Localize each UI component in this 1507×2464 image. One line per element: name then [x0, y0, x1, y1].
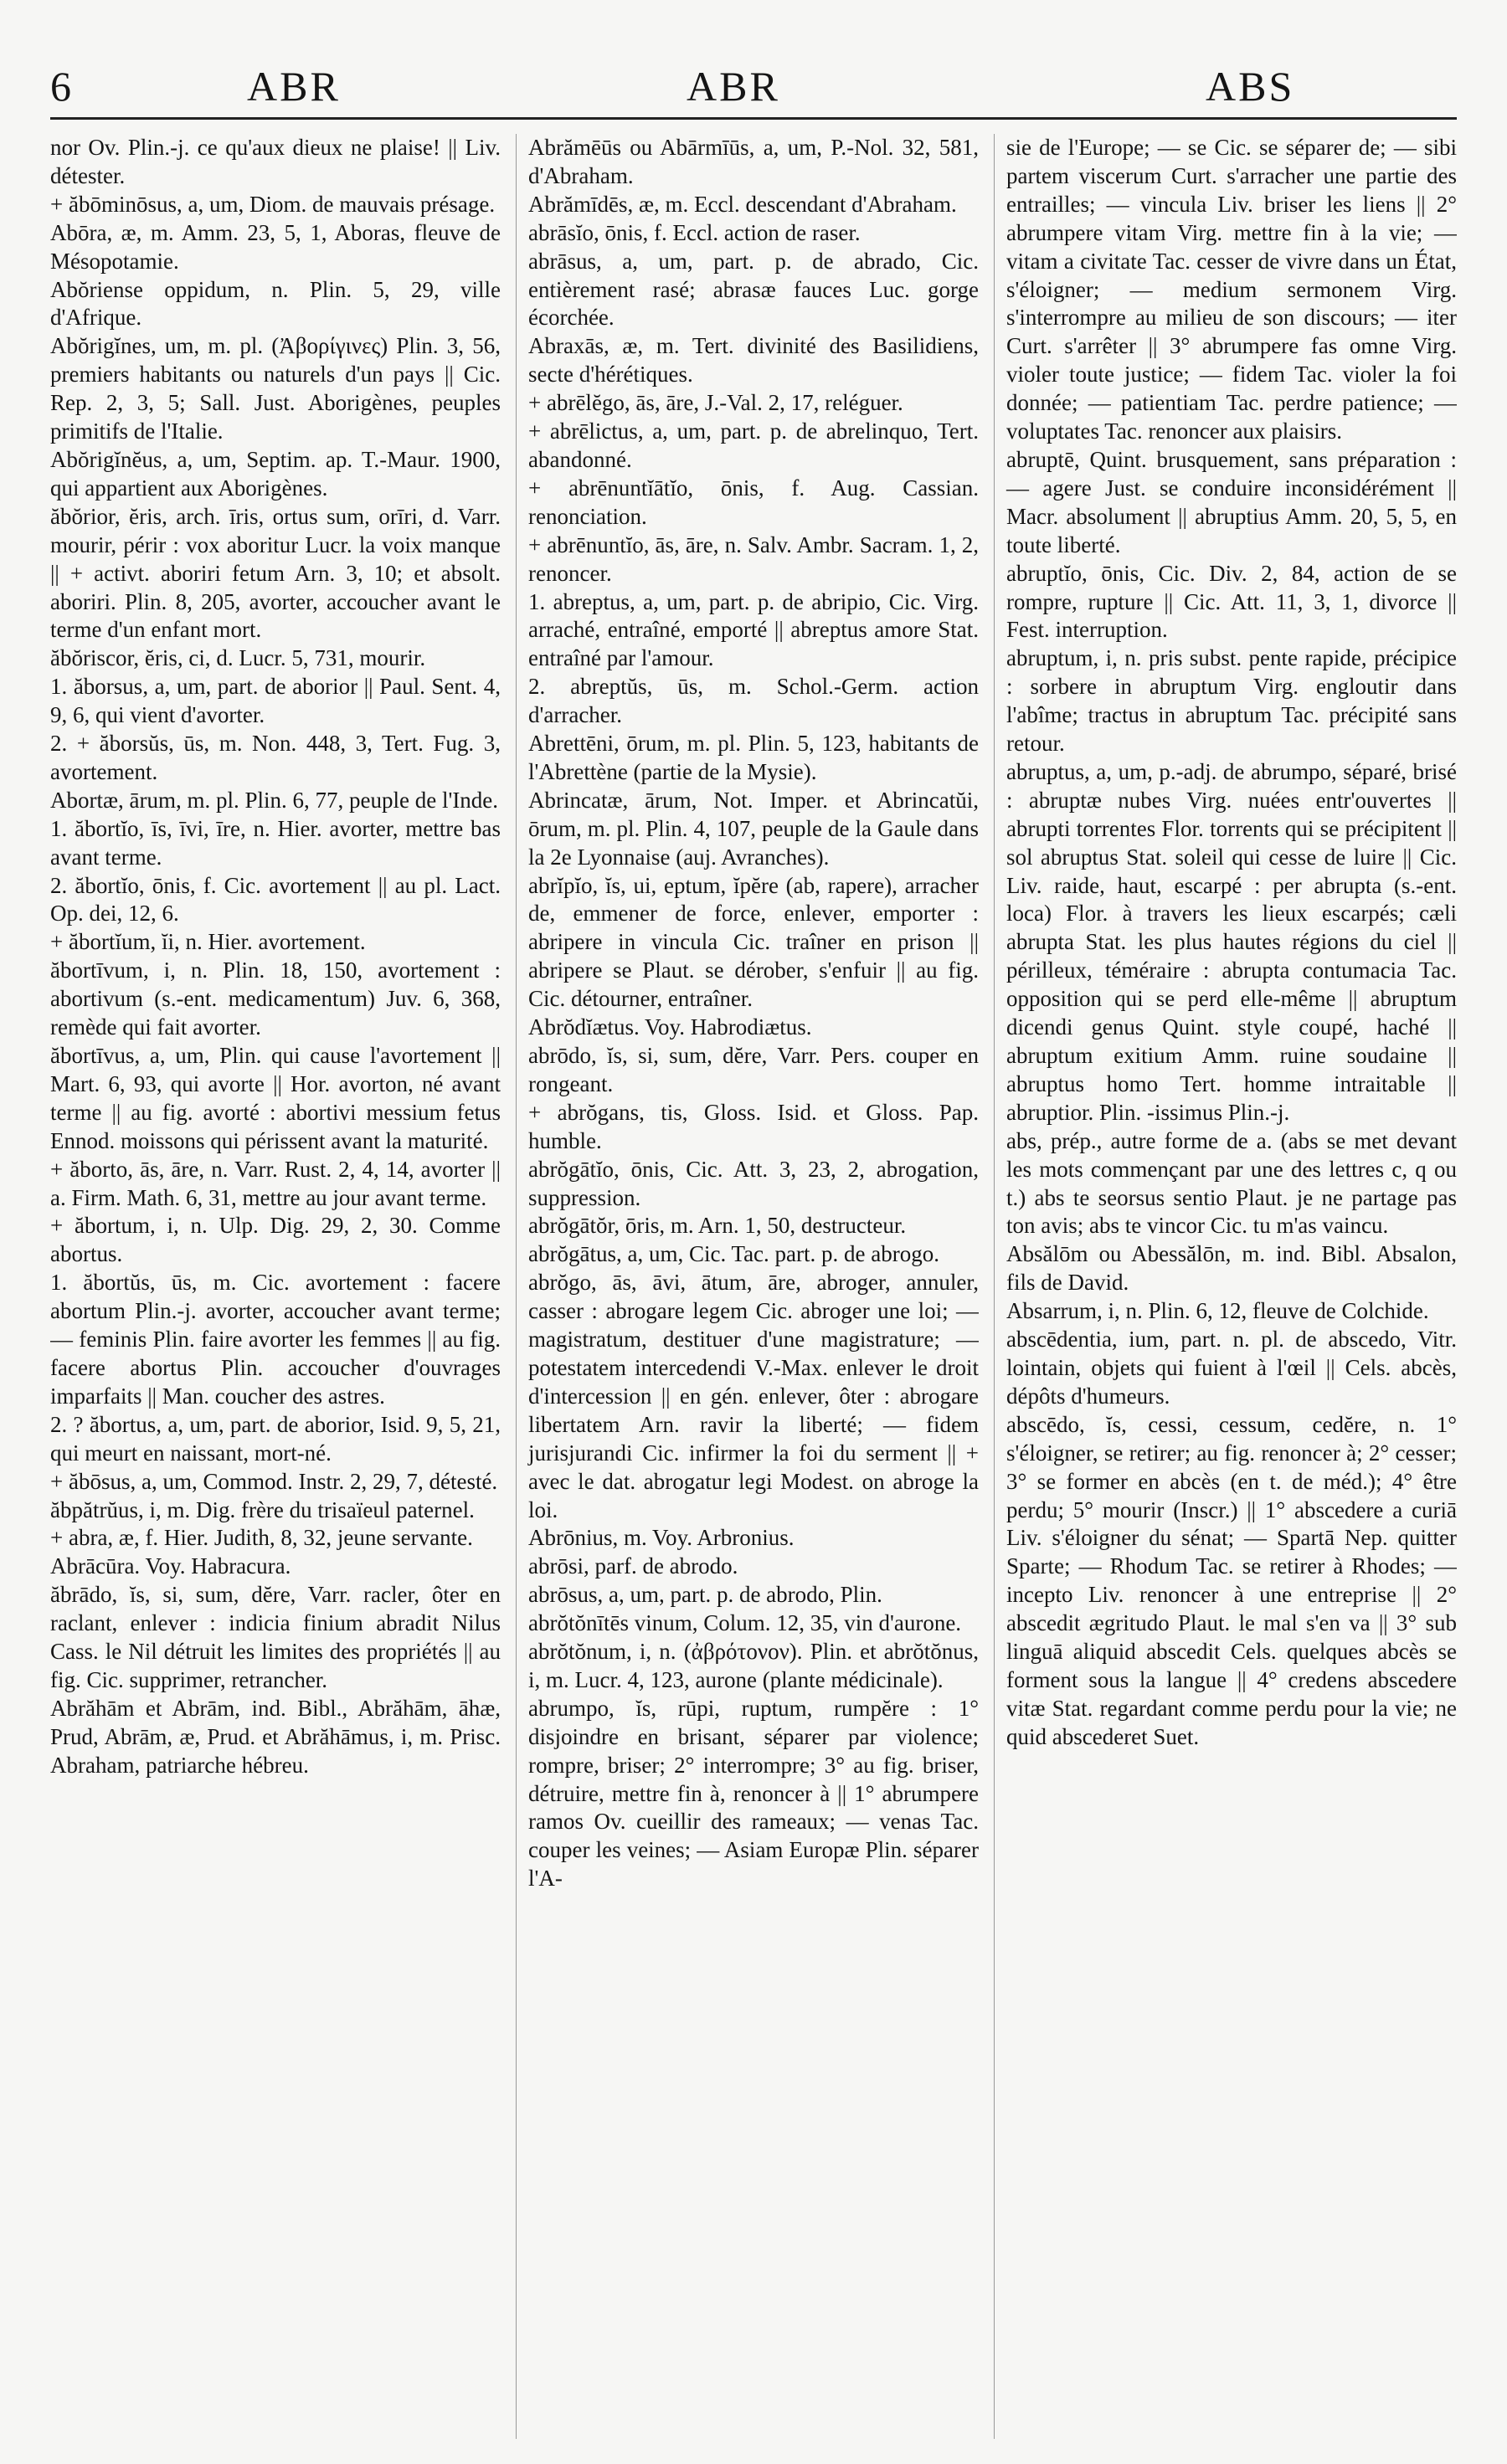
dictionary-entry: + abrŏgans, tis, Gloss. Isid. et Gloss. Pap. humble. — [528, 1099, 979, 1153]
dictionary-entry: Abŏrigĭnĕus, a, um, Septim. ap. T.-Maur. 1900, qui appartient aux Aborigènes. — [50, 446, 501, 501]
dictionary-entry: + abrēnuntĭātĭo, ōnis, f. Aug. Cassian. renonciation. — [528, 475, 979, 529]
running-head-right: ABS — [1206, 63, 1295, 110]
dictionary-entry: Abŏrigĭnes, um, m. pl. (Ἀβορίγινες) Plin. 3, 56, premiers habitants ou naturels d'un pays || Cic. Rep. 2, 3, 5; Sall. Just. Aborigènes, peuples primitifs de l'Italie. — [50, 333, 501, 444]
dictionary-entry: Absarrum, i, n. Plin. 6, 12, fleuve de Colchide. — [1006, 1298, 1429, 1324]
dictionary-entry: abrŏgātĭo, ōnis, Cic. Att. 3, 23, 2, abrogation, suppression. — [528, 1156, 979, 1210]
dictionary-entry: Abraxās, æ, m. Tert. divinité des Basilidiens, secte d'hérétiques. — [528, 333, 979, 388]
dictionary-entry: Abŏriense oppidum, n. Plin. 5, 29, ville d'Afrique. — [50, 276, 501, 331]
dictionary-entry: abrŏtŏnītēs vinum, Colum. 12, 35, vin d'aurone. — [528, 1610, 962, 1636]
dictionary-entry: abrōsi, parf. de abrodo. — [528, 1553, 738, 1579]
dictionary-entry: Abrŏdĭætus. Voy. Habrodiætus. — [528, 1014, 812, 1040]
dictionary-entry: Abrācūra. Voy. Habracura. — [50, 1553, 291, 1579]
header-rule — [50, 117, 1457, 120]
column-3 — [994, 134, 1457, 2439]
dictionary-entry: abruptĭo, ōnis, Cic. Div. 2, 84, action de se rompre, rupture || Cic. Att. 11, 3, 1, divorce || Fest. interruption. — [1006, 560, 1457, 643]
dictionary-entry: 2. + ăborsŭs, ūs, m. Non. 448, 3, Tert. Fug. 3, avortement. — [50, 731, 501, 784]
dictionary-entry: 2. ăbortĭo, ōnis, f. Cic. avortement || au pl. Lact. Op. dei, 12, 6. — [50, 872, 501, 927]
dictionary-entry: 1. abreptus, a, um, part. p. de abripio, Cic. Virg. arraché, entraîné, emporté || abreptus amore Stat. entraîné par l'amour. — [528, 588, 979, 671]
dictionary-entry: abrŏgo, ās, āvi, ātum, āre, abroger, annuler, casser : abrogare legem Cic. abroger une loi; — magistratum, destituer d'une magistrature; — potestatem intercedendi V.-Max. enlever le droit d'intercession || en gén. enlever, ôter : abrogare libertatem Arn. ravir la liberté; — fidem jurisjurandi Cic. infirmer la foi du serment || + avec le dat. abrogatur legi Modest. on abroge la loi. — [528, 1270, 979, 1522]
dictionary-entry: sie de l'Europe; — se Cic. se séparer de; — sibi partem viscerum Curt. s'arracher une partie des entrailles; — vincula Liv. briser les liens || 2° abrumpere vitam Virg. mettre fin à la vie; — vitam a civitate Tac. cesser de vivre dans un État, s'éloigner; — medium sermonem Virg. s'interrompre au milieu de son discours; — iter Curt. s'arrêter || 3° abrumpere fas omne Virg. violer toute justice; — fidem Tac. violer la foi donnée; — patientiam Tac. perdre patience; — voluptates Tac. renoncer aux plaisirs. — [1006, 135, 1457, 444]
dictionary-entry: abrŏgātus, a, um, Cic. Tac. part. p. de abrogo. — [528, 1241, 939, 1267]
dictionary-entry: ăbrādo, ĭs, si, sum, dĕre, Varr. racler, ôter en raclant, enlever : indicia finium abradit Nilus Cass. le Nil détruit les limites des propriétés || au fig. Cic. supprimer, retrancher. — [50, 1582, 501, 1692]
dictionary-entry: abs, prép., autre forme de a. (abs se met devant les mots commençant par une des lettres c, q ou t.) abs te seorsus sentio Plaut. je ne partage pas ton avis; abs te vincor Cic. tu m'as vaincu. — [1006, 1127, 1457, 1239]
dictionary-entry: 1. ăbortĭo, īs, īvi, īre, n. Hier. avorter, mettre bas avant terme. — [50, 815, 501, 870]
dictionary-entry: ăbŏrior, ĕris, arch. īris, ortus sum, orīri, d. Varr. mourir, périr : vox aboritur Lucr. la voix manque || + activt. aboriri fetum Arn. 3, 10; et absolt. aboriri. Plin. 8, 205, avorter, accoucher avant le terme d'un enfant mort. — [50, 503, 501, 643]
dictionary-entry: ăbortīvus, a, um, Plin. qui cause l'avortement || Mart. 6, 93, qui avorte || Hor. avorton, né avant terme || au fig. avorté : abortivi messium fetus Ennod. moissons qui périssent avant la maturité. — [50, 1043, 501, 1153]
dictionary-entry: Abrămēūs ou Abārmīūs, a, um, P.-Nol. 32, 581, d'Abraham. — [528, 135, 979, 188]
column-1 — [50, 134, 501, 2439]
dictionary-entry: 1. ăbortŭs, ūs, m. Cic. avortement : facere abortum Plin.-j. avorter, accoucher avant terme; — feminis Plin. faire avorter les femmes || au fig. facere abortus Plin. accoucher d'ouvrages imparfaits || Man. coucher des astres. — [50, 1270, 501, 1409]
columns — [50, 134, 1457, 2439]
dictionary-entry: Abrămīdēs, æ, m. Eccl. descendant d'Abraham. — [528, 191, 957, 217]
dictionary-entry: Abrăhām et Abrām, ind. Bibl., Abrăhām, āhæ, Prud, Abrām, æ, Prud. et Abrăhāmus, i, m. Prisc. Abraham, patriarche hébreu. — [50, 1695, 501, 1778]
dictionary-entry: abscēdentia, ium, part. n. pl. de abscedo, Vitr. lointain, objets qui fuient à l'œil || Cels. abcès, dépôts d'humeurs. — [1006, 1327, 1457, 1409]
dictionary-entry: abrōdo, ĭs, si, sum, dĕre, Varr. Pers. couper en rongeant. — [528, 1043, 979, 1096]
dictionary-entry: Abortæ, ārum, m. pl. Plin. 6, 77, peuple de l'Inde. — [50, 787, 499, 813]
running-head-left: ABR — [247, 63, 341, 110]
dictionary-entry: abrōsus, a, um, part. p. de abrodo, Plin. — [528, 1582, 882, 1608]
running-head-middle: ABR — [687, 63, 780, 110]
dictionary-entry: 1. ăborsus, a, um, part. de aborior || Paul. Sent. 4, 9, 6, qui vient d'avorter. — [50, 674, 501, 728]
dictionary-entry: abruptē, Quint. brusquement, sans préparation : — agere Just. se conduire inconsidérément || Macr. absolument || abruptius Amm. 20, 5, 5, en toute liberté. — [1006, 446, 1457, 557]
dictionary-entry: abrĭpĭo, ĭs, ui, eptum, ĭpĕre (ab, rapere), arracher de, emmener de force, enlever, emporter : abripere in vincula Cic. traîner en prison || abripere se Plaut. se dérober, s'enfuir || au fig. Cic. détourner, entraîner. — [528, 872, 979, 1012]
dictionary-entry: + abrēlĕgo, ās, āre, J.-Val. 2, 17, reléguer. — [528, 390, 903, 416]
dictionary-entry: 2. ? ăbortus, a, um, part. de aborior, Isid. 9, 5, 21, qui meurt en naissant, mort-né. — [50, 1411, 501, 1466]
dictionary-entry: nor Ov. Plin.-j. ce qu'aux dieux ne plaise! || Liv. détester. — [50, 135, 501, 188]
dictionary-entry: Abrincatæ, ārum, Not. Imper. et Abrincatŭi, ōrum, m. pl. Plin. 4, 107, peuple de la Gaule dans la 2e Lyonnaise (auj. Avranches). — [528, 787, 979, 870]
dictionary-entry: ăbpătrŭus, i, m. Dig. frère du trisaïeul paternel. — [50, 1496, 475, 1522]
dictionary-entry: + ăborto, ās, āre, n. Varr. Rust. 2, 4, 14, avorter || a. Firm. Math. 6, 31, mettre au jour avant terme. — [50, 1156, 501, 1210]
dictionary-entry: abruptum, i, n. pris subst. pente rapide, précipice : sorbere in abruptum Virg. engloutir dans l'abîme; tractus in abruptum Tac. précipité sans retour. — [1006, 645, 1457, 757]
page-number: 6 — [50, 63, 74, 110]
dictionary-entry: Abrōnius, m. Voy. Arbronius. — [528, 1525, 795, 1551]
dictionary-entry: + abra, æ, f. Hier. Judith, 8, 32, jeune servante. — [50, 1525, 473, 1551]
dictionary-entry: + abrēnuntĭo, ās, āre, n. Salv. Ambr. Sacram. 1, 2, renoncer. — [528, 531, 979, 586]
dictionary-entry: + ăbortum, i, n. Ulp. Dig. 29, 2, 30. Comme abortus. — [50, 1213, 501, 1267]
dictionary-entry: ăbŏriscor, ĕris, ci, d. Lucr. 5, 731, mourir. — [50, 645, 426, 671]
dictionary-entry: abscēdo, ĭs, cessi, cessum, cedĕre, n. 1° s'éloigner, se retirer; au fig. renoncer à; 2° cesser; 3° se former en abcès (en t. de méd.); 4° être perdu; 5° mourir (Inscr.) || 1° abscedere a curiā Liv. s'éloigner du sénat; — Spartā Nep. quitter Sparte; — Rhodum Tac. se retirer à Rhodes; — incepto Liv. renoncer à une entreprise || 2° abscedit ægritudo Plaut. le mal s'en va || 3° sub linguā aliquid abscedit Cels. quelques abcès se forment sous la langue || 4° credens abscedere vitæ Stat. regardant comme perdu pour la vie; ne quid abscederet Suet. — [1006, 1411, 1457, 1749]
dictionary-entry: ăbortīvum, i, n. Plin. 18, 150, avortement : abortivum (s.-ent. medicamentum) Juv. 6, 368, remède qui fait avorter. — [50, 957, 501, 1040]
dictionary-entry: Abrettēni, ōrum, m. pl. Plin. 5, 123, habitants de l'Abrettène (partie de la Mysie). — [528, 731, 979, 784]
dictionary-entry: Abōra, æ, m. Amm. 23, 5, 1, Aboras, fleuve de Mésopotamie. — [50, 219, 501, 274]
dictionary-entry: abrāsĭo, ōnis, f. Eccl. action de raser. — [528, 219, 861, 245]
dictionary-entry: + abrēlictus, a, um, part. p. de abrelinquo, Tert. abandonné. — [528, 418, 979, 472]
dictionary-entry: + ăbortĭum, ĭi, n. Hier. avortement. — [50, 929, 366, 955]
dictionary-entry: abrumpo, ĭs, rūpi, ruptum, rumpĕre : 1° disjoindre en brisant, séparer par violence; rompre, briser; 2° interrompre; 3° au fig. briser, détruire, mettre fin à, renoncer à || 1° abrumpere ramos Ov. cueillir des rameaux; — venas Tac. couper les veines; — Asiam Europæ Plin. séparer l'A- — [528, 1695, 979, 1892]
dictionary-entry: 2. abreptŭs, ūs, m. Schol.-Germ. action d'arracher. — [528, 674, 979, 728]
column-2 — [516, 134, 979, 2439]
dictionary-entry: abrāsus, a, um, part. p. de abrado, Cic. entièrement rasé; abrasæ fauces Luc. gorge écorchée. — [528, 248, 979, 331]
dictionary-entry: + ăbōsus, a, um, Commod. Instr. 2, 29, 7, détesté. — [50, 1468, 498, 1494]
dictionary-entry: abrŏgātŏr, ōris, m. Arn. 1, 50, destructeur. — [528, 1213, 907, 1239]
dictionary-entry: Absălōm ou Abessălōn, m. ind. Bibl. Absalon, fils de David. — [1006, 1241, 1457, 1296]
page-header — [50, 0, 1457, 117]
dictionary-entry: abrŏtŏnum, i, n. (ἀβρότονον). Plin. et abrŏtŏnus, i, m. Lucr. 4, 123, aurone (plante médicinale). — [528, 1639, 979, 1692]
dictionary-entry: + ăbōminōsus, a, um, Diom. de mauvais présage. — [50, 191, 496, 217]
dictionary-entry: abruptus, a, um, p.-adj. de abrumpo, séparé, brisé : abruptæ nubes Virg. nuées entr'ouvertes || abrupti torrentes Flor. torrents qui se précipitent || sol abruptus Stat. soleil qui cesse de luire || Cic. Liv. raide, haut, escarpé : per abrupta (s.-ent. loca) Flor. à travers les lieux escarpés; cæli abrupta Stat. les plus hautes régions du ciel || périlleux, téméraire : abrupta contumacia Tac. opposition qui se perd elle-même || abruptum dicendi genus Quint. style coupé, haché || abruptum exitium Amm. ruine soudaine || abruptus homo Tert. homme intraitable || abruptior. Plin. -issimus Plin.-j. — [1006, 758, 1457, 1125]
